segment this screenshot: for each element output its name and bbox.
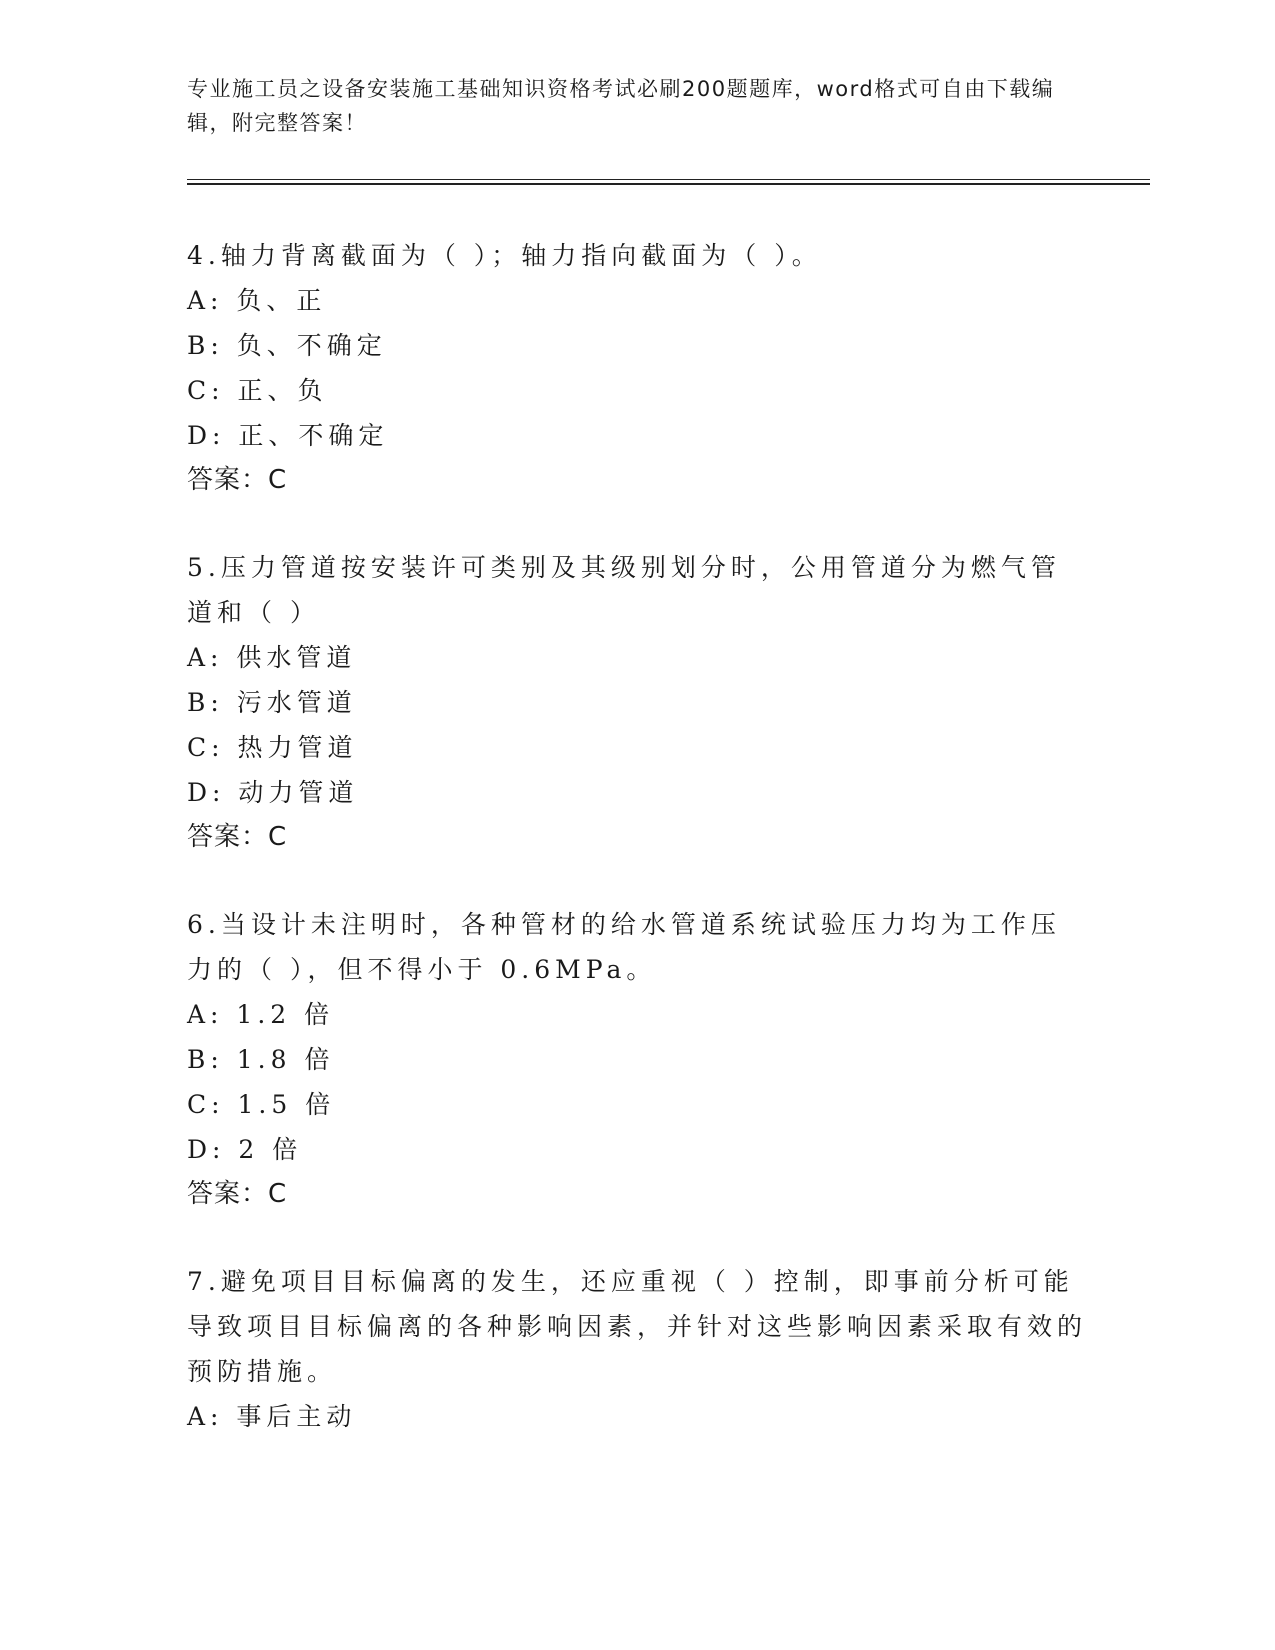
option-a: A: 负、正 — [187, 286, 327, 315]
answer-text: 答案：C — [187, 1179, 288, 1209]
option-c: C: 正、负 — [187, 376, 328, 405]
question-4 — [187, 233, 1087, 503]
option-c: C: 1.5 倍 — [187, 1090, 336, 1119]
header-divider-thick — [187, 183, 1150, 185]
option-a: A: 供水管道 — [187, 643, 357, 672]
question-6 — [187, 902, 1087, 1217]
option-d: D: 动力管道 — [187, 778, 359, 807]
question-7 — [187, 1259, 1087, 1439]
option-d: D: 2 倍 — [187, 1135, 303, 1164]
question-text: 5.压力管道按安装许可类别及其级别划分时，公用管道分为燃气管道和（ ） — [187, 553, 1061, 627]
question-list — [187, 233, 1087, 1481]
option-d: D: 正、不确定 — [187, 421, 389, 450]
option-b: B: 1.8 倍 — [187, 1045, 335, 1074]
option-c: C: 热力管道 — [187, 733, 358, 762]
document-header: 专业施工员之设备安装施工基础知识资格考试必刷200题题库，word格式可自由下载编辑，附完整答案！ — [187, 77, 1055, 135]
option-b: B: 负、不确定 — [187, 331, 387, 360]
option-a: A: 事后主动 — [187, 1402, 357, 1431]
answer-text: 答案：C — [187, 822, 288, 852]
question-text: 4.轴力背离截面为（ ）；轴力指向截面为（ ）。 — [187, 241, 822, 270]
question-text: 6.当设计未注明时，各种管材的给水管道系统试验压力均为工作压力的（ ），但不得小于 0.6MPa。 — [187, 910, 1061, 984]
option-a: A: 1.2 倍 — [187, 1000, 335, 1029]
question-text: 7.避免项目目标偏离的发生，还应重视（ ）控制，即事前分析可能导致项目目标偏离的各种影响因素，并针对这些影响因素采取有效的预防措施。 — [187, 1267, 1088, 1386]
header-divider-thin — [187, 179, 1150, 180]
answer-text: 答案：C — [187, 465, 288, 495]
option-b: B: 污水管道 — [187, 688, 357, 717]
question-5 — [187, 545, 1087, 860]
